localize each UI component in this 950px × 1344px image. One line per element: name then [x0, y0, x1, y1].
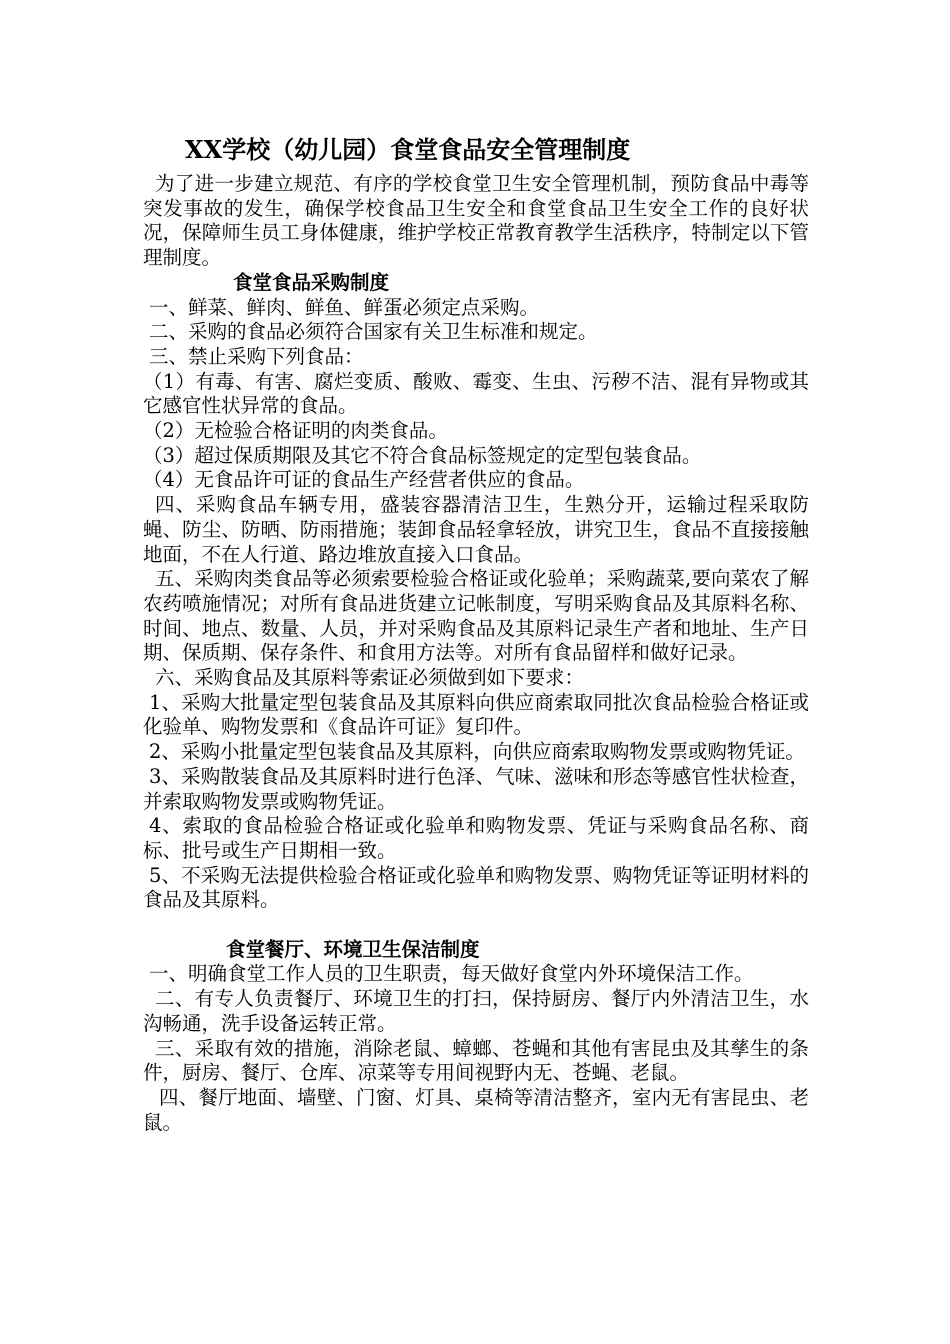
procurement-item: 五、采购肉类食品等必须索要检验合格证或化验单；采购蔬菜,要向菜农了解农药喷施情况；对所有食品进货建立记帐制度，写明采购食品及其原料名称、时间、地点、数量、人员，并对采购食品及其原料记录生产者和地址、生产日期、保质期、保存条件、和食用方法等。对所有食品留样和做好记录。	[143, 567, 809, 665]
procurement-item: 四、采购食品车辆专用，盛装容器清洁卫生，生熟分开，运输过程采取防蝇、防尘、防晒、防雨措施；装卸食品轻拿轻放，讲究卫生，食品不直接接触地面，不在人行道、路边堆放直接入口食品。	[143, 493, 809, 566]
procurement-item: 1、采购大批量定型包装食品及其原料向供应商索取同批次食品检验合格证或化验单、购物发票和《食品许可证》复印件。	[143, 690, 809, 739]
procurement-item: 一、鲜菜、鲜肉、鲜鱼、鲜蛋必须定点采购。	[149, 295, 540, 319]
intro-paragraph: 为了进一步建立规范、有序的学校食堂卫生安全管理机制，预防食品中毒等突发事故的发生，确保学校食品卫生安全和食堂食品卫生安全工作的良好状况，保障师生员工身体健康，维护学校正常教育教学生活秩序，特制定以下管理制度。	[143, 172, 809, 270]
procurement-item: 二、采购的食品必须符合国家有关卫生标准和规定。	[149, 320, 598, 344]
document-page	[143, 128, 809, 1135]
hygiene-item: 三、采取有效的措施，消除老鼠、蟑螂、苍蝇和其他有害昆虫及其孳生的条件，厨房、餐厅、仓库、凉菜等专用间视野内无、苍蝇、老鼠。	[143, 1036, 809, 1085]
hygiene-item: 四、餐厅地面、墙壁、门窗、灯具、桌椅等清洁整齐，室内无有害昆虫、老鼠。	[143, 1086, 809, 1134]
procurement-item: （2）无检验合格证明的肉类食品。	[143, 419, 448, 443]
hygiene-item: 一、明确食堂工作人员的卫生职责，每天做好食堂内外环境保洁工作。	[149, 962, 754, 986]
procurement-item: （1）有毒、有害、腐烂变质、酸败、霉变、生虫、污秽不洁、混有异物或其它感官性状异常的食品。	[143, 369, 809, 418]
procurement-item: 3、采购散装食品及其原料时进行色泽、气味、滋味和形态等感官性状检查，并索取购物发票或购物凭证。	[143, 764, 809, 813]
section-heading-procurement: 食堂食品采购制度	[233, 270, 390, 294]
procurement-item: 5、不采购无法提供检验合格证或化验单和购物发票、购物凭证等证明材料的食品及其原料。	[143, 863, 809, 912]
document-title: XX学校（幼儿园）食堂食品安全管理制度	[185, 135, 631, 164]
procurement-item: （3）超过保质期限及其它不符合食品标签规定的定型包装食品。	[143, 443, 702, 467]
procurement-item: （4）无食品许可证的食品生产经营者供应的食品。	[143, 468, 585, 492]
section-heading-hygiene: 食堂餐厅、环境卫生保洁制度	[226, 937, 480, 961]
procurement-item: 4、索取的食品检验合格证或化验单和购物发票、凭证与采购食品名称、商标、批号或生产日期相一致。	[143, 814, 809, 862]
blank-line	[143, 913, 809, 938]
hygiene-item: 二、有专人负责餐厅、环境卫生的打扫，保持厨房、餐厅内外清洁卫生，水沟畅通，洗手设备运转正常。	[143, 987, 809, 1035]
procurement-item: 2、采购小批量定型包装食品及其原料，向供应商索取购物发票或购物凭证。	[149, 740, 805, 764]
procurement-item: 六、采购食品及其原料等索证必须做到如下要求：	[155, 666, 585, 690]
procurement-item: 三、禁止采购下列食品：	[149, 344, 364, 368]
